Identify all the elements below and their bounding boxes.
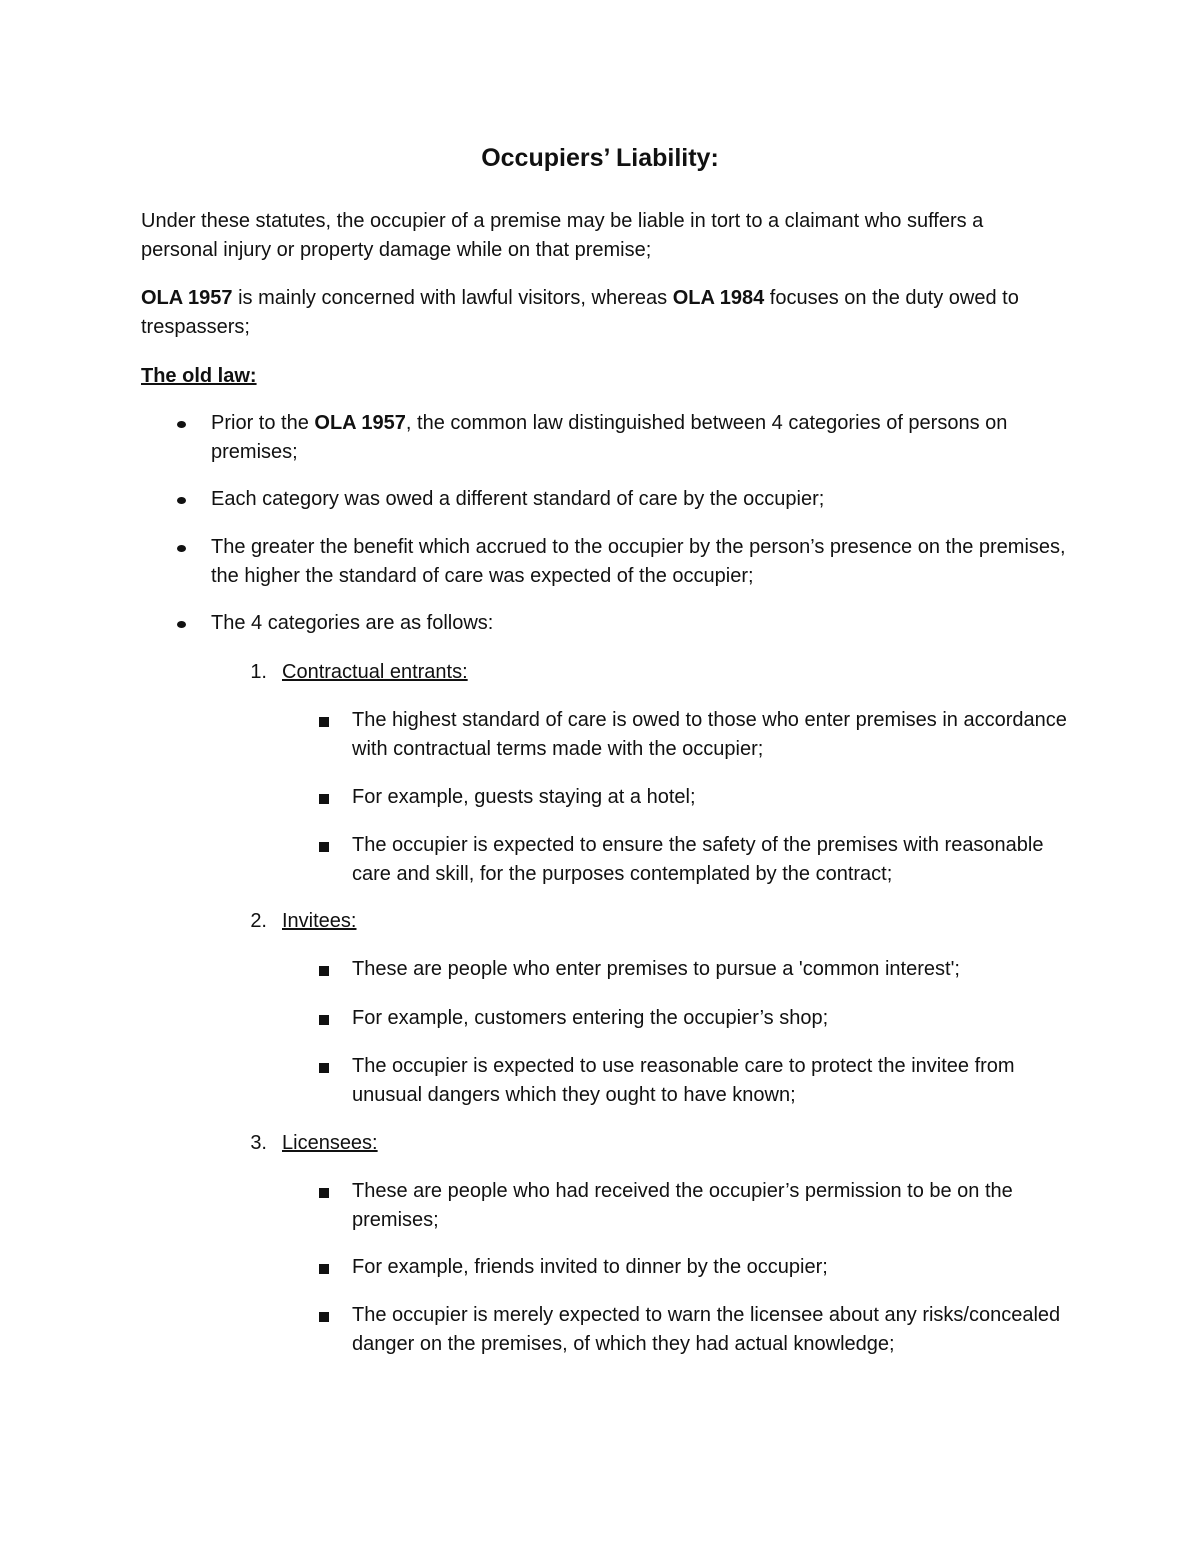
category-label: Invitees: [282,910,357,932]
ola-1957-term: OLA 1957 [141,287,233,309]
square-bullet-icon [319,794,329,804]
bullet-dot-icon [177,621,186,628]
square-bullet-icon [319,1188,329,1198]
ola-paragraph [141,284,1061,342]
sub-bullet-item: The occupier is merely expected to warn the licensee about any risks/concealed danger on the premises, of which they had actual knowledge; [352,1304,1061,1355]
ola-text-part2: focuses on the duty owed to trespassers; [141,287,1019,338]
square-bullet-icon [319,1015,329,1025]
sub-bullet-item: For example, customers entering the occupier’s shop; [352,1007,829,1029]
list-number: 1. [250,661,267,683]
ola-1957-term: OLA 1957 [314,412,406,434]
bullet-item: Each category was owed a different standard of care by the occupier; [211,488,825,510]
sub-bullet-item: For example, friends invited to dinner by the occupier; [352,1256,828,1278]
bullet-item [211,409,1071,467]
list-number: 2. [250,910,267,932]
sub-bullet-item: The highest standard of care is owed to those who enter premises in accordance with contractual terms made with the occupier; [352,709,1067,760]
page-title: Occupiers’ Liability: [481,144,719,172]
bullet-text: , the common law distinguished between 4 categories of persons on premises; [211,412,1008,463]
bullet-dot-icon [177,421,186,428]
section-heading: The old law: [141,365,257,387]
sub-bullet-item: The occupier is expected to use reasonable care to protect the invitee from unusual dangers which they ought to have known; [352,1055,1015,1106]
category-label: Contractual entrants: [282,661,468,683]
ola-1984-term: OLA 1984 [672,287,765,309]
bullet-dot-icon [177,497,186,504]
sub-bullet-item: The occupier is expected to ensure the safety of the premises with reasonable care and skill, for the purposes contemplated by the contract; [352,834,1044,885]
bullet-text: Prior to the [211,412,315,434]
bullet-item: The 4 categories are as follows: [211,612,494,634]
sub-bullet-item: For example, guests staying at a hotel; [352,786,696,808]
intro-paragraph: Under these statutes, the occupier of a premise may be liable in tort to a claimant who suffers a personal injury or property damage while on that premise; [141,210,984,261]
bullet-item: The greater the benefit which accrued to the occupier by the person’s presence on the premises, the higher the standard of care was expected of the occupier; [211,536,1066,587]
bullet-dot-icon [177,545,186,552]
square-bullet-icon [319,1063,329,1073]
sub-bullet-item: These are people who enter premises to pursue a 'common interest'; [352,958,960,980]
ola-text-part1: is mainly concerned with lawful visitors, whereas [232,287,673,309]
list-number: 3. [250,1132,267,1154]
square-bullet-icon [319,1312,329,1322]
square-bullet-icon [319,1264,329,1274]
category-label: Licensees: [282,1132,378,1154]
sub-bullet-item: These are people who had received the occupier’s permission to be on the premises; [352,1180,1013,1231]
square-bullet-icon [319,717,329,727]
square-bullet-icon [319,966,329,976]
square-bullet-icon [319,842,329,852]
